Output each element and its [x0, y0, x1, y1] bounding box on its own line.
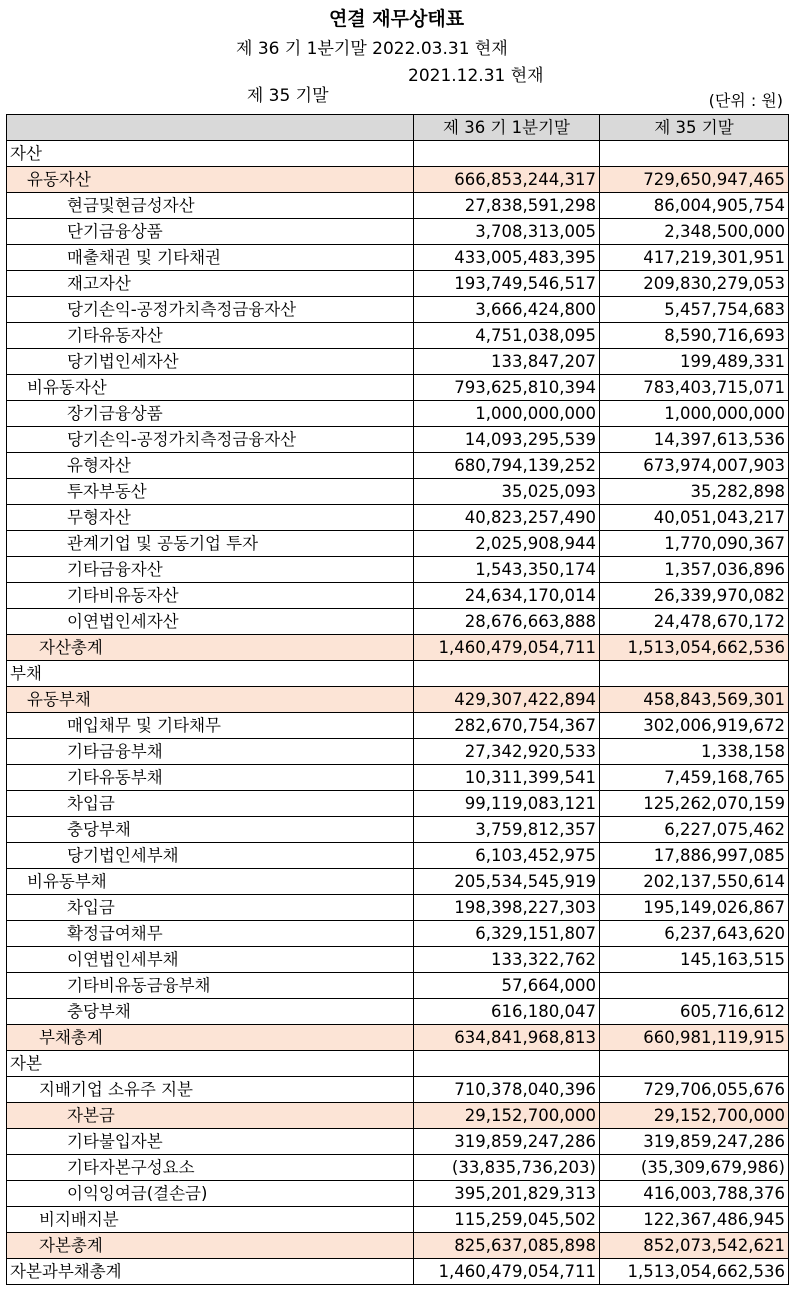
current-value: 282,670,754,367	[414, 713, 600, 739]
current-value: 193,749,546,517	[414, 271, 600, 297]
current-value: 616,180,047	[414, 999, 600, 1025]
table-row	[7, 427, 789, 453]
table-row	[7, 167, 789, 193]
previous-value	[600, 141, 789, 167]
row-label: 이연법인세부채	[7, 947, 414, 973]
current-value: 24,634,170,014	[414, 583, 600, 609]
row-label: 당기손익-공정가치측정금융자산	[7, 427, 414, 453]
row-label: 유동자산	[7, 167, 414, 193]
current-value: 666,853,244,317	[414, 167, 600, 193]
row-label: 부채총계	[7, 1025, 414, 1051]
previous-value	[600, 1051, 789, 1077]
current-value: 3,708,313,005	[414, 219, 600, 245]
unit-label: (단위 : 원)	[708, 91, 783, 110]
current-value: 793,625,810,394	[414, 375, 600, 401]
current-value: 3,759,812,357	[414, 817, 600, 843]
current-value: 115,259,045,502	[414, 1207, 600, 1233]
header-label-col	[7, 115, 414, 141]
balance-sheet-table	[6, 114, 789, 1285]
table-row	[7, 895, 789, 921]
table-row	[7, 219, 789, 245]
current-value	[414, 661, 600, 687]
row-label: 투자부동산	[7, 479, 414, 505]
previous-value: 458,843,569,301	[600, 687, 789, 713]
statement-title: 연결 재무상태표	[328, 8, 465, 30]
period-previous-date: 2021.12.31 현재	[408, 66, 544, 86]
row-label: 현금및현금성자산	[7, 193, 414, 219]
row-label: 자본총계	[7, 1233, 414, 1259]
previous-value: 35,282,898	[600, 479, 789, 505]
row-label: 기타비유동금융부채	[7, 973, 414, 999]
table-row	[7, 1025, 789, 1051]
row-label: 비유동부채	[7, 869, 414, 895]
current-value: 634,841,968,813	[414, 1025, 600, 1051]
previous-value: 6,237,643,620	[600, 921, 789, 947]
current-value: 198,398,227,303	[414, 895, 600, 921]
previous-value: 729,706,055,676	[600, 1077, 789, 1103]
row-label: 단기금융상품	[7, 219, 414, 245]
row-label: 지배기업 소유주 지분	[7, 1077, 414, 1103]
row-label: 부채	[7, 661, 414, 687]
period-current: 제 36 기 1분기말 2022.03.31 현재	[236, 39, 508, 59]
current-value: 133,847,207	[414, 349, 600, 375]
previous-value: 6,227,075,462	[600, 817, 789, 843]
current-value: 57,664,000	[414, 973, 600, 999]
header-current-col: 제 36 기 1분기말	[414, 115, 600, 141]
header-previous-col: 제 35 기말	[600, 115, 789, 141]
table-row	[7, 1051, 789, 1077]
table-row	[7, 193, 789, 219]
previous-value: 125,262,070,159	[600, 791, 789, 817]
row-label: 비지배지분	[7, 1207, 414, 1233]
table-row	[7, 1207, 789, 1233]
current-value: 40,823,257,490	[414, 505, 600, 531]
current-value: 1,460,479,054,711	[414, 1259, 600, 1285]
previous-value: 209,830,279,053	[600, 271, 789, 297]
table-row	[7, 401, 789, 427]
row-label: 이익잉여금(결손금)	[7, 1181, 414, 1207]
table-body	[7, 141, 789, 1285]
table-row	[7, 687, 789, 713]
current-value: 1,543,350,174	[414, 557, 600, 583]
current-value: 10,311,399,541	[414, 765, 600, 791]
current-value: 27,838,591,298	[414, 193, 600, 219]
previous-value: 1,770,090,367	[600, 531, 789, 557]
previous-value: 14,397,613,536	[600, 427, 789, 453]
previous-value: 29,152,700,000	[600, 1103, 789, 1129]
row-label: 당기손익-공정가치측정금융자산	[7, 297, 414, 323]
previous-value: 2,348,500,000	[600, 219, 789, 245]
previous-value: 199,489,331	[600, 349, 789, 375]
previous-value: 202,137,550,614	[600, 869, 789, 895]
previous-value: 7,459,168,765	[600, 765, 789, 791]
current-value: 1,000,000,000	[414, 401, 600, 427]
table-row	[7, 999, 789, 1025]
row-label: 무형자산	[7, 505, 414, 531]
row-label: 당기법인세자산	[7, 349, 414, 375]
previous-value: 605,716,612	[600, 999, 789, 1025]
current-value: 680,794,139,252	[414, 453, 600, 479]
previous-value	[600, 661, 789, 687]
table-row	[7, 921, 789, 947]
row-label: 기타불입자본	[7, 1129, 414, 1155]
table-row	[7, 479, 789, 505]
previous-value: 17,886,997,085	[600, 843, 789, 869]
current-value: 4,751,038,095	[414, 323, 600, 349]
row-label: 차입금	[7, 895, 414, 921]
current-value: 710,378,040,396	[414, 1077, 600, 1103]
current-value	[414, 1051, 600, 1077]
row-label: 자본금	[7, 1103, 414, 1129]
row-label: 자본	[7, 1051, 414, 1077]
table-row	[7, 505, 789, 531]
row-label: 충당부채	[7, 999, 414, 1025]
row-label: 당기법인세부채	[7, 843, 414, 869]
previous-value: 1,513,054,662,536	[600, 1259, 789, 1285]
row-label: 기타유동자산	[7, 323, 414, 349]
current-value: 29,152,700,000	[414, 1103, 600, 1129]
current-value: 395,201,829,313	[414, 1181, 600, 1207]
current-value: 1,460,479,054,711	[414, 635, 600, 661]
previous-value: 40,051,043,217	[600, 505, 789, 531]
table-row	[7, 765, 789, 791]
current-value: 6,329,151,807	[414, 921, 600, 947]
previous-value: 26,339,970,082	[600, 583, 789, 609]
row-label: 장기금융상품	[7, 401, 414, 427]
current-value: 205,534,545,919	[414, 869, 600, 895]
previous-value: 729,650,947,465	[600, 167, 789, 193]
table-row	[7, 869, 789, 895]
table-row	[7, 245, 789, 271]
previous-value: 86,004,905,754	[600, 193, 789, 219]
previous-value: 195,149,026,867	[600, 895, 789, 921]
current-value: 99,119,083,121	[414, 791, 600, 817]
table-row	[7, 1077, 789, 1103]
previous-value: 416,003,788,376	[600, 1181, 789, 1207]
row-label: 자산총계	[7, 635, 414, 661]
previous-value: (35,309,679,986)	[600, 1155, 789, 1181]
table-row	[7, 1155, 789, 1181]
current-value: 6,103,452,975	[414, 843, 600, 869]
table-row	[7, 843, 789, 869]
current-value: 433,005,483,395	[414, 245, 600, 271]
table-row	[7, 323, 789, 349]
previous-value: 783,403,715,071	[600, 375, 789, 401]
previous-value: 302,006,919,672	[600, 713, 789, 739]
previous-value: 852,073,542,621	[600, 1233, 789, 1259]
row-label: 기타금융부채	[7, 739, 414, 765]
table-header-row	[7, 115, 789, 141]
row-label: 이연법인세자산	[7, 609, 414, 635]
table-row	[7, 557, 789, 583]
current-value: 133,322,762	[414, 947, 600, 973]
previous-value: 319,859,247,286	[600, 1129, 789, 1155]
current-value: 2,025,908,944	[414, 531, 600, 557]
previous-value: 122,367,486,945	[600, 1207, 789, 1233]
previous-value: 5,457,754,683	[600, 297, 789, 323]
table-row	[7, 297, 789, 323]
table-row	[7, 661, 789, 687]
previous-value: 1,357,036,896	[600, 557, 789, 583]
previous-value: 1,338,158	[600, 739, 789, 765]
row-label: 기타비유동자산	[7, 583, 414, 609]
table-row	[7, 141, 789, 167]
current-value: 28,676,663,888	[414, 609, 600, 635]
row-label: 유동부채	[7, 687, 414, 713]
row-label: 유형자산	[7, 453, 414, 479]
table-row	[7, 791, 789, 817]
current-value: 3,666,424,800	[414, 297, 600, 323]
table-row	[7, 947, 789, 973]
previous-value: 1,513,054,662,536	[600, 635, 789, 661]
row-label: 확정급여채무	[7, 921, 414, 947]
row-label: 재고자산	[7, 271, 414, 297]
table-row	[7, 635, 789, 661]
table-row	[7, 375, 789, 401]
current-value: 825,637,085,898	[414, 1233, 600, 1259]
row-label: 비유동자산	[7, 375, 414, 401]
previous-value	[600, 973, 789, 999]
table-row	[7, 349, 789, 375]
row-label: 기타유동부채	[7, 765, 414, 791]
row-label: 충당부채	[7, 817, 414, 843]
row-label: 자본과부채총계	[7, 1259, 414, 1285]
current-value: 429,307,422,894	[414, 687, 600, 713]
previous-value: 145,163,515	[600, 947, 789, 973]
table-row	[7, 973, 789, 999]
table-row	[7, 609, 789, 635]
current-value: 14,093,295,539	[414, 427, 600, 453]
table-row	[7, 1129, 789, 1155]
previous-value: 1,000,000,000	[600, 401, 789, 427]
previous-value: 24,478,670,172	[600, 609, 789, 635]
table-row	[7, 583, 789, 609]
previous-value: 8,590,716,693	[600, 323, 789, 349]
table-row	[7, 271, 789, 297]
period-previous-label: 제 35 기말	[246, 86, 329, 106]
previous-value: 660,981,119,915	[600, 1025, 789, 1051]
row-label: 기타자본구성요소	[7, 1155, 414, 1181]
row-label: 차입금	[7, 791, 414, 817]
table-row	[7, 739, 789, 765]
table-row	[7, 713, 789, 739]
table-row	[7, 531, 789, 557]
row-label: 기타금융자산	[7, 557, 414, 583]
previous-value: 417,219,301,951	[600, 245, 789, 271]
row-label: 매입채무 및 기타채무	[7, 713, 414, 739]
table-row	[7, 1259, 789, 1285]
table-row	[7, 1181, 789, 1207]
previous-value: 673,974,007,903	[600, 453, 789, 479]
table-row	[7, 1233, 789, 1259]
row-label: 관계기업 및 공동기업 투자	[7, 531, 414, 557]
row-label: 매출채권 및 기타채권	[7, 245, 414, 271]
table-row	[7, 1103, 789, 1129]
table-row	[7, 817, 789, 843]
current-value: 27,342,920,533	[414, 739, 600, 765]
table-row	[7, 453, 789, 479]
current-value: (33,835,736,203)	[414, 1155, 600, 1181]
row-label: 자산	[7, 141, 414, 167]
current-value: 35,025,093	[414, 479, 600, 505]
current-value	[414, 141, 600, 167]
current-value: 319,859,247,286	[414, 1129, 600, 1155]
